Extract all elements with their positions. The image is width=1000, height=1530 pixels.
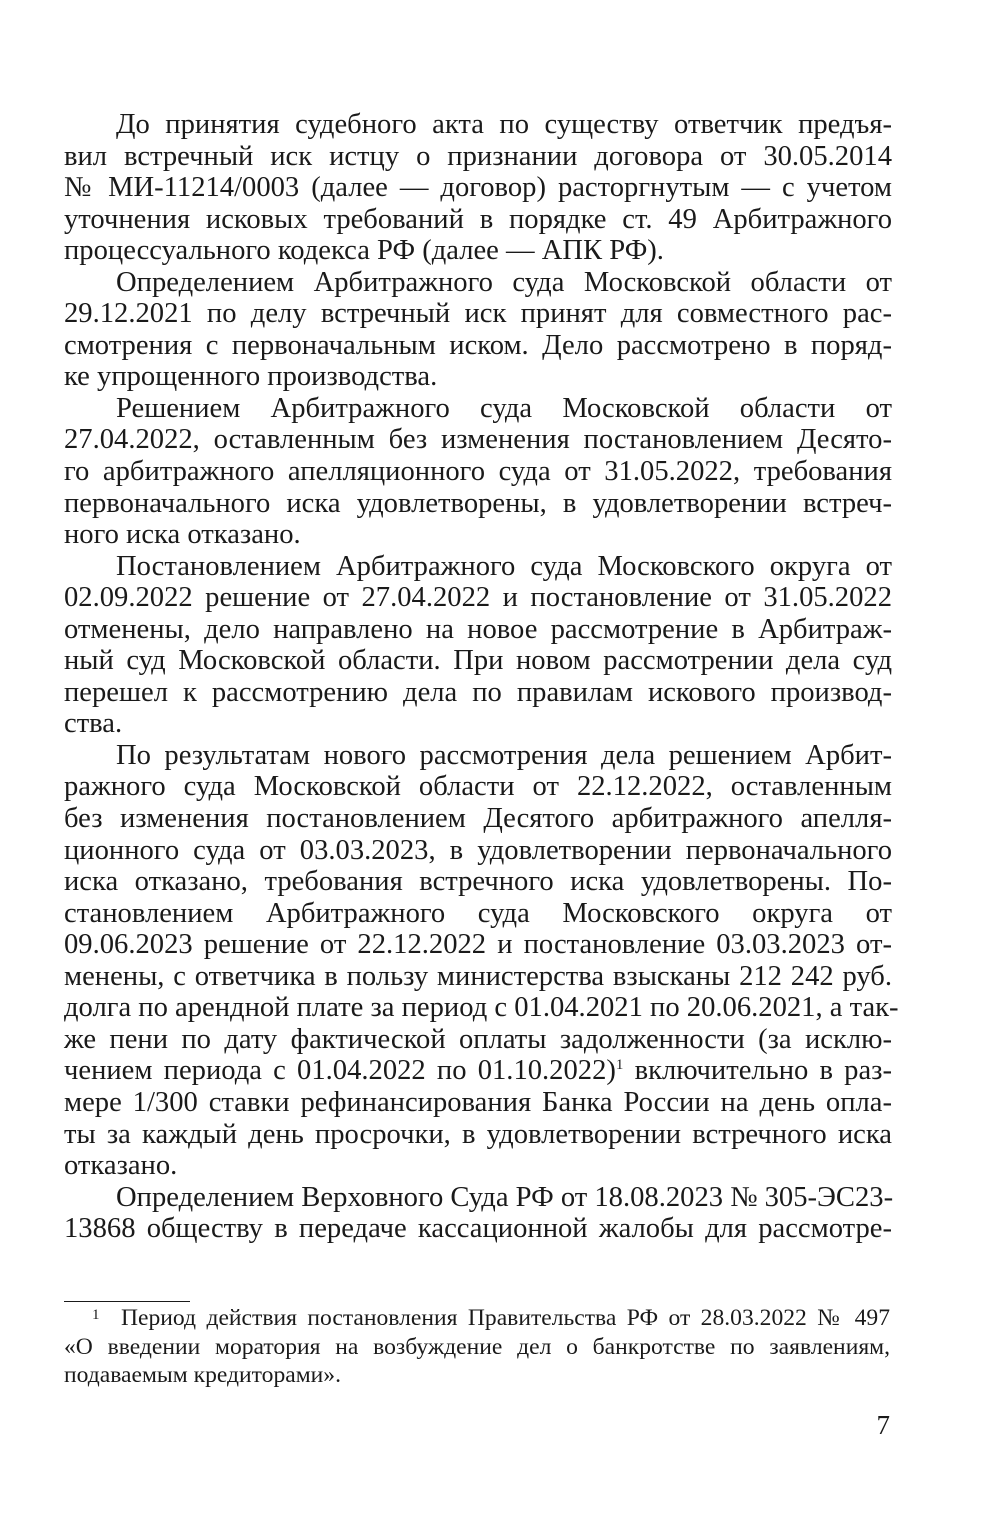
footnote-text <box>64 1304 890 1390</box>
text-line: перешел к рассмотрению дела по правилам искового производ- <box>64 676 892 708</box>
text-line: 02.09.2022 решение от 27.04.2022 и постановление от 31.05.2022 <box>64 582 892 614</box>
text-line: Постановлением Арбитражного суда Московского округа от <box>116 550 892 582</box>
text-line: ке упрощенного производства. <box>64 361 438 393</box>
footnote-reference: 1 <box>615 1057 624 1074</box>
main-text <box>64 109 899 1245</box>
footnote-line: подаваемым кредиторами». <box>64 1362 341 1389</box>
text-line: До принятия судебного акта по существу ответчик предъя- <box>116 109 892 140</box>
text-line: 13868 обществу в передаче кассационной жалобы для рассмотре- <box>64 1213 892 1245</box>
text-line: долга по арендной плате за период с 01.04.2021 по 20.06.2021, а так- <box>64 992 899 1024</box>
text-line: процессуального кодекса РФ (далее — АПК РФ). <box>64 235 664 267</box>
text-line: ражного суда Московской области от 22.12.2022, оставленным <box>64 771 892 803</box>
text-line: вил встречный иск истцу о признании договора от 30.05.2014 <box>64 140 892 172</box>
text-line: Решением Арбитражного суда Московской области от <box>116 392 892 424</box>
text-line: ства. <box>64 708 123 740</box>
footnote-line: Период действия постановления Правительства РФ от 28.03.2022 № 497 <box>121 1305 890 1331</box>
text-line: № МИ-11214/0003 (далее — договор) расторгнутым — с учетом <box>64 172 892 204</box>
page-number: 7 <box>876 1410 890 1440</box>
footnote-separator <box>64 1301 190 1302</box>
text-segment: включительно в раз- <box>623 1055 892 1087</box>
text-line: ного иска отказано. <box>64 519 301 551</box>
text-line: 27.04.2022, оставленным без изменения постановлением Десято- <box>64 424 892 456</box>
text-line: ный суд Московской области. При новом рассмотрении дела суд <box>64 645 892 677</box>
text-line: уточнения исковых требований в порядке ст. 49 Арбитражного <box>64 203 892 235</box>
footnote-line: «О введении моратория на возбуждение дел о банкротстве по заявлениям, <box>64 1333 890 1360</box>
text-line: По результатам нового рассмотрения дела решением Арбит- <box>116 739 892 771</box>
text-line: отказано. <box>64 1150 178 1182</box>
text-line: го арбитражного апелляционного суда от 31.05.2022, требования <box>64 456 892 488</box>
text-segment: чением периода с 01.04.2022 по 01.10.2022) <box>64 1055 616 1087</box>
text-line: 09.06.2023 решение от 22.12.2022 и постановление 03.03.2023 от- <box>64 929 892 961</box>
footnote <box>64 1304 890 1390</box>
text-line: Определением Арбитражного суда Московской области от <box>116 266 892 298</box>
text-line: Определением Верховного Суда РФ от 18.08.2023 № 305-ЭС23- <box>116 1181 894 1213</box>
text-line: 29.12.2021 по делу встречный иск принят для совместного рас- <box>64 298 892 330</box>
text-line: же пени по дату фактической оплаты задолженности (за исклю- <box>64 1023 892 1055</box>
text-line: мере 1/300 ставки рефинансирования Банка России на день опла- <box>64 1086 892 1118</box>
text-line: ты за каждый день просрочки, в удовлетворении встречного иска <box>64 1118 892 1150</box>
text-line: менены, с ответчика в пользу министерства взысканы 212 242 руб. <box>64 960 892 992</box>
text-line: смотрения с первоначальным иском. Дело рассмотрено в поряд- <box>64 329 892 361</box>
text-line: без изменения постановлением Десятого арбитражного апелля- <box>64 803 892 835</box>
text-line: первоначального иска удовлетворены, в удовлетворении встреч- <box>64 487 892 519</box>
text-line: ционного суда от 03.03.2023, в удовлетворении первоначального <box>64 834 892 866</box>
text-line: иска отказано, требования встречного иска удовлетворены. По- <box>64 866 892 898</box>
footnote-marker: 1 <box>92 1307 100 1323</box>
text-line: отменены, дело направлено на новое рассмотрение в Арбитраж- <box>64 613 892 645</box>
text-line: становлением Арбитражного суда Московского округа от <box>64 897 892 929</box>
text-line <box>64 1055 892 1087</box>
